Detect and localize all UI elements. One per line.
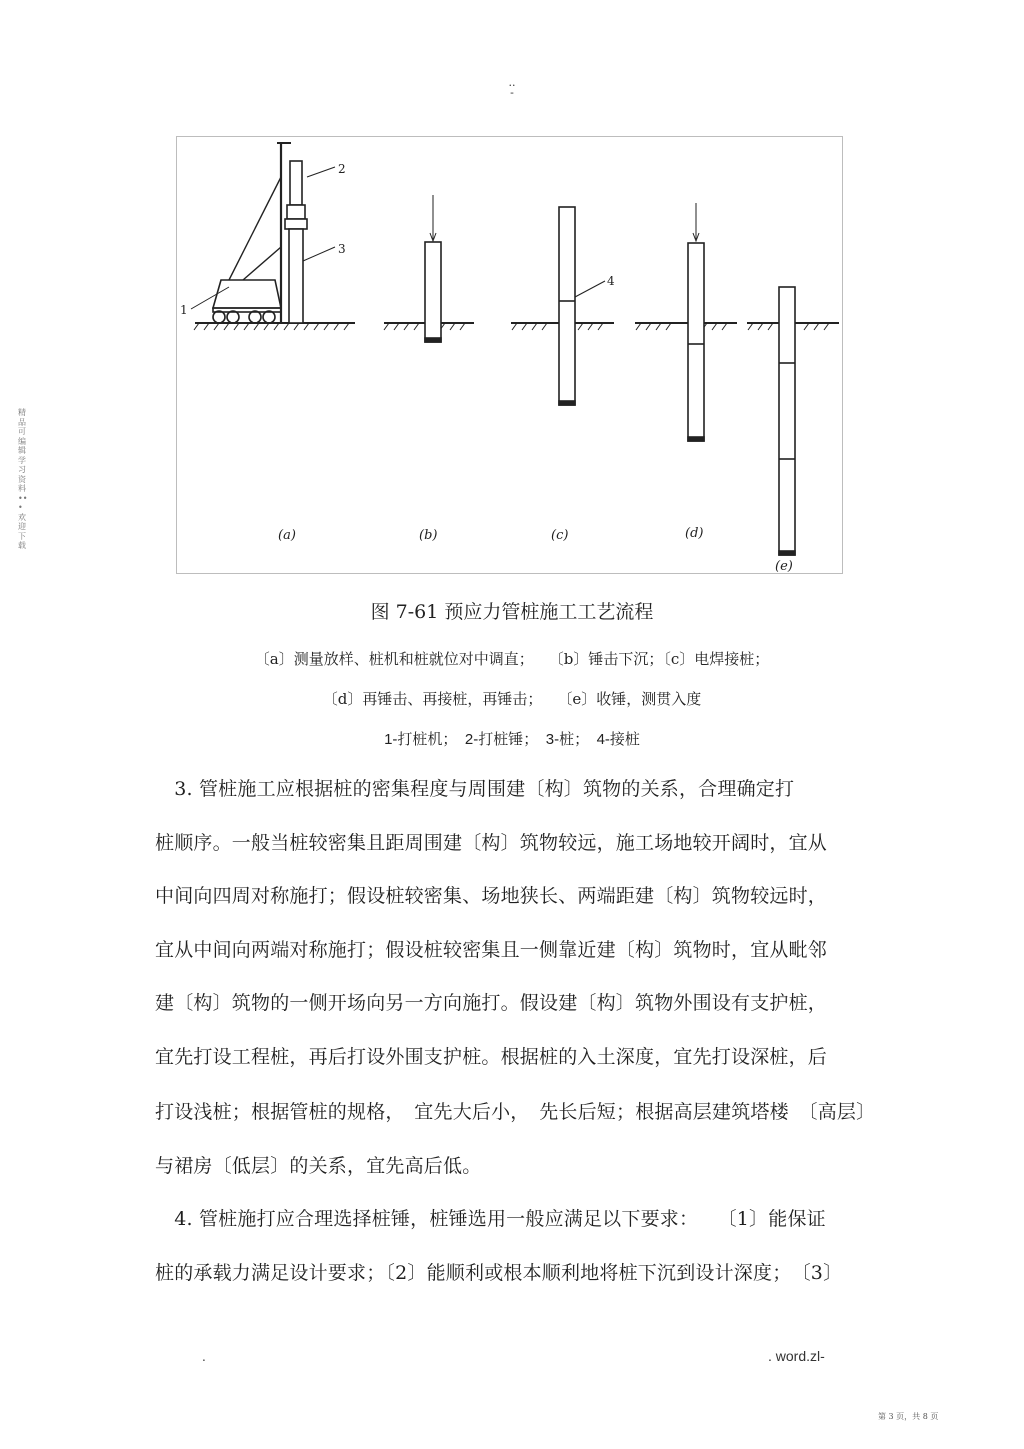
header-mark-top: .. xyxy=(508,76,516,89)
panel-d-rehammer xyxy=(635,203,737,541)
pile-process-figure xyxy=(176,136,843,574)
label-c: (c) xyxy=(551,528,569,543)
figure-caption-title: 图 7-61 预应力管桩施工工艺流程 xyxy=(370,601,654,623)
paragraph-3-line: 桩顺序。一般当桩较密集且距周围建〔构〕筑物较远，施工场地较开阔时，宜从 xyxy=(155,832,828,854)
label-a: (a) xyxy=(278,528,296,543)
label-4: 4 xyxy=(607,274,615,288)
figure-caption-legend: 1-打桩机； 2-打桩锤； 3-桩； 4-接桩 xyxy=(384,731,640,748)
figure-caption-line-1: 〔a〕测量放样、桩机和桩就位对中调直； 〔b〕锤击下沉；〔c〕电焊接桩； xyxy=(254,650,770,668)
figure-caption-line-2: 〔d〕再锤击、再接桩，再锤击； 〔e〕收锤，测贯入度 xyxy=(322,690,702,708)
sidebar-watermark: 精品可编辑学习资料•••欢迎下载 xyxy=(18,408,28,550)
label-1: 1 xyxy=(180,303,188,317)
label-b: (b) xyxy=(419,528,438,543)
paragraph-4-line: 4. 管桩施打应合理选择桩锤，桩锤选用一般应满足以下要求： 〔1〕能保证 xyxy=(155,1208,826,1230)
paragraph-3-line: 宜从中间向两端对称施打；假设桩较密集且一侧靠近建〔构〕筑物时，宜从毗邻 xyxy=(155,939,828,961)
label-d: (d) xyxy=(685,526,704,541)
header-mark xyxy=(500,78,524,98)
label-3: 3 xyxy=(338,242,346,256)
paragraph-3-line: 与裙房〔低层〕的关系，宜先高后低。 xyxy=(155,1155,482,1177)
paragraph-4-line: 桩的承载力满足设计要求；〔2〕能顺利或根本顺利地将桩下沉到设计深度； 〔3〕 xyxy=(155,1262,843,1284)
footer-dot: . xyxy=(202,1350,206,1364)
panel-b-hammer-sink xyxy=(384,195,474,543)
paragraph-3-line: 宜先打设工程桩，再后打设外围支护桩。根据桩的入土深度，宜先打设深桩，后 xyxy=(155,1046,828,1068)
paragraph-3-line: 中间向四周对称施打；假设桩较密集、场地狭长、两端距建〔构〕筑物较远时， xyxy=(155,885,828,907)
label-2: 2 xyxy=(338,162,346,176)
paragraph-3-line: 3. 管桩施工应根据桩的密集程度与周围建〔构〕筑物的关系，合理确定打 xyxy=(155,778,795,800)
panel-e-final-set xyxy=(747,287,839,573)
panel-c-weld-joint xyxy=(511,207,615,543)
paragraph-3-line: 打设浅桩；根据管桩的规格， 宜先大后小， 先长后短；根据高层建筑塔楼 〔高层〕 xyxy=(155,1101,876,1123)
panel-a-pile-driver xyxy=(180,143,355,543)
footer-source: . word.zl- xyxy=(768,1348,825,1364)
page-number: 第 3 页，共 8 页 xyxy=(878,1412,939,1421)
label-e: (e) xyxy=(775,559,793,573)
header-mark-bottom: - xyxy=(510,86,514,99)
paragraph-3-line: 建〔构〕筑物的一侧开场向另一方向施打。假设建〔构〕筑物外围设有支护桩， xyxy=(155,992,828,1014)
